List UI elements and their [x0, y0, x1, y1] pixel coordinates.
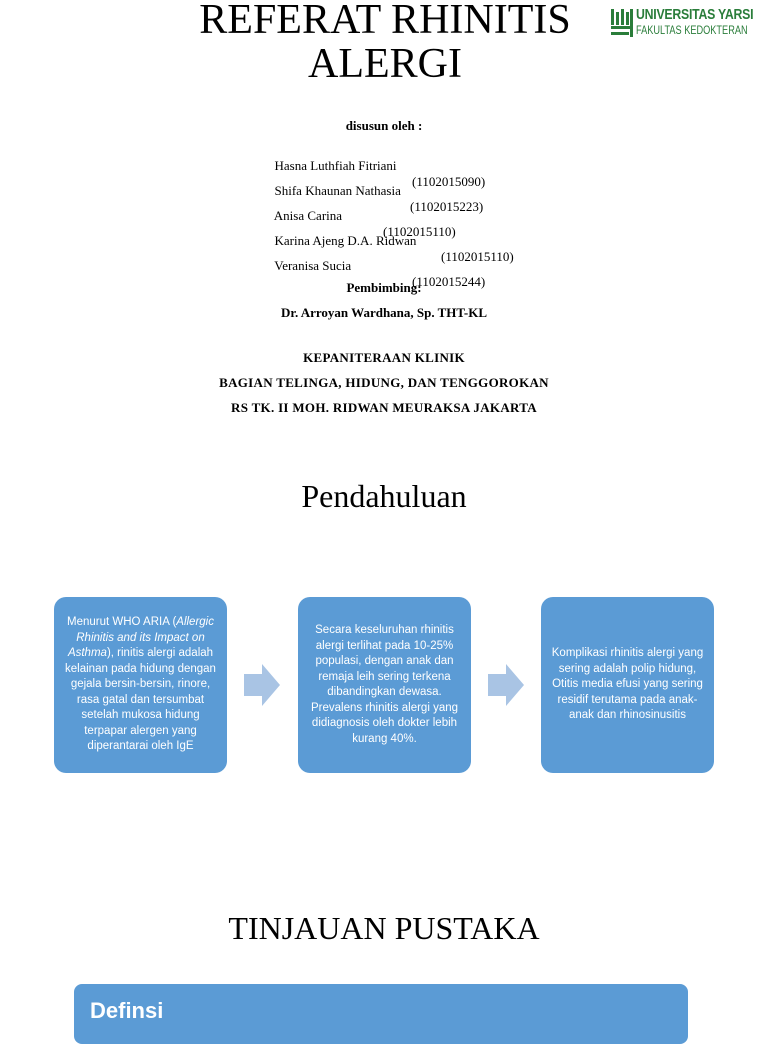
author-nim: (1102015090)	[412, 174, 486, 189]
supervisor-label: Pembimbing:	[346, 280, 422, 295]
author-nim: (1102015244)	[412, 274, 486, 289]
arrow-right-icon	[244, 664, 280, 706]
author-name: Anisa Carina	[273, 208, 343, 223]
department-line: BAGIAN TELINGA, HIDUNG, DAN TENGGOROKAN	[219, 375, 549, 390]
section-title-tinjauan: TINJAUAN PUSTAKA	[228, 910, 540, 946]
definition-header	[74, 984, 688, 1044]
faculty-name: FAKULTAS KEDOKTERAN	[636, 25, 748, 37]
author-name: Hasna Luthfiah Fitriani	[274, 158, 397, 173]
yarsi-logo-icon	[610, 8, 634, 38]
arrow-right-icon	[488, 664, 524, 706]
definition-label: Definsi	[90, 998, 164, 1023]
hospital-line: RS TK. II MOH. RIDWAN MEURAKSA JAKARTA	[231, 400, 537, 415]
author-name: Veranisa Sucia	[274, 258, 352, 273]
card-text: Secara keseluruhan rhinitis alergi terlihat pada 10-25% populasi, dengan anak dan remaja leih sering terkena dibandingkan dewasa. Prevalens rhinitis alergi yang didiagnosis oleh dokter lebih kurang 40%.	[310, 624, 459, 745]
university-name: UNIVERSITAS YARSI	[636, 6, 754, 23]
title-line-2: ALERGI	[308, 41, 462, 87]
author-nim: (1102015110)	[383, 224, 456, 239]
university-logo	[610, 6, 768, 42]
page-title	[150, 0, 620, 86]
author-name: Karina Ajeng D.A. Ridwan	[274, 233, 417, 248]
author-name: Shifa Khaunan Nathasia	[274, 183, 401, 198]
author-nim: (1102015110)	[441, 249, 514, 264]
supervisor-name: Dr. Arroyan Wardhana, Sp. THT-KL	[280, 305, 488, 320]
card-text: Komplikasi rhinitis alergi yang sering adalah polip hidung, Otitis media efusi yang sering residif terutama pada anak-anak dan rhinosinusitis	[551, 647, 704, 722]
section-title-pendahuluan: Pendahuluan	[301, 478, 467, 514]
intro-card-prevalence	[298, 597, 471, 773]
clerkship-line: KEPANITERAAN KLINIK	[303, 350, 465, 365]
intro-card-complications	[541, 597, 714, 773]
card-text: Menurut WHO ARIA (Allergic Rhinitis and its Impact on Asthma), rinitis alergi adalah kelainan pada hidung dengan gejala bersin-bersin, rinore, rasa gatal dan tersumbat setelah mukosa hidung terpapar alergen yang diperantarai oleh IgE	[65, 616, 216, 753]
intro-card-definition	[54, 597, 227, 773]
title-line-1: REFERAT RHINITIS	[199, 0, 571, 43]
author-nim: (1102015223)	[410, 199, 484, 214]
byline-label: disusun oleh :	[345, 118, 423, 133]
